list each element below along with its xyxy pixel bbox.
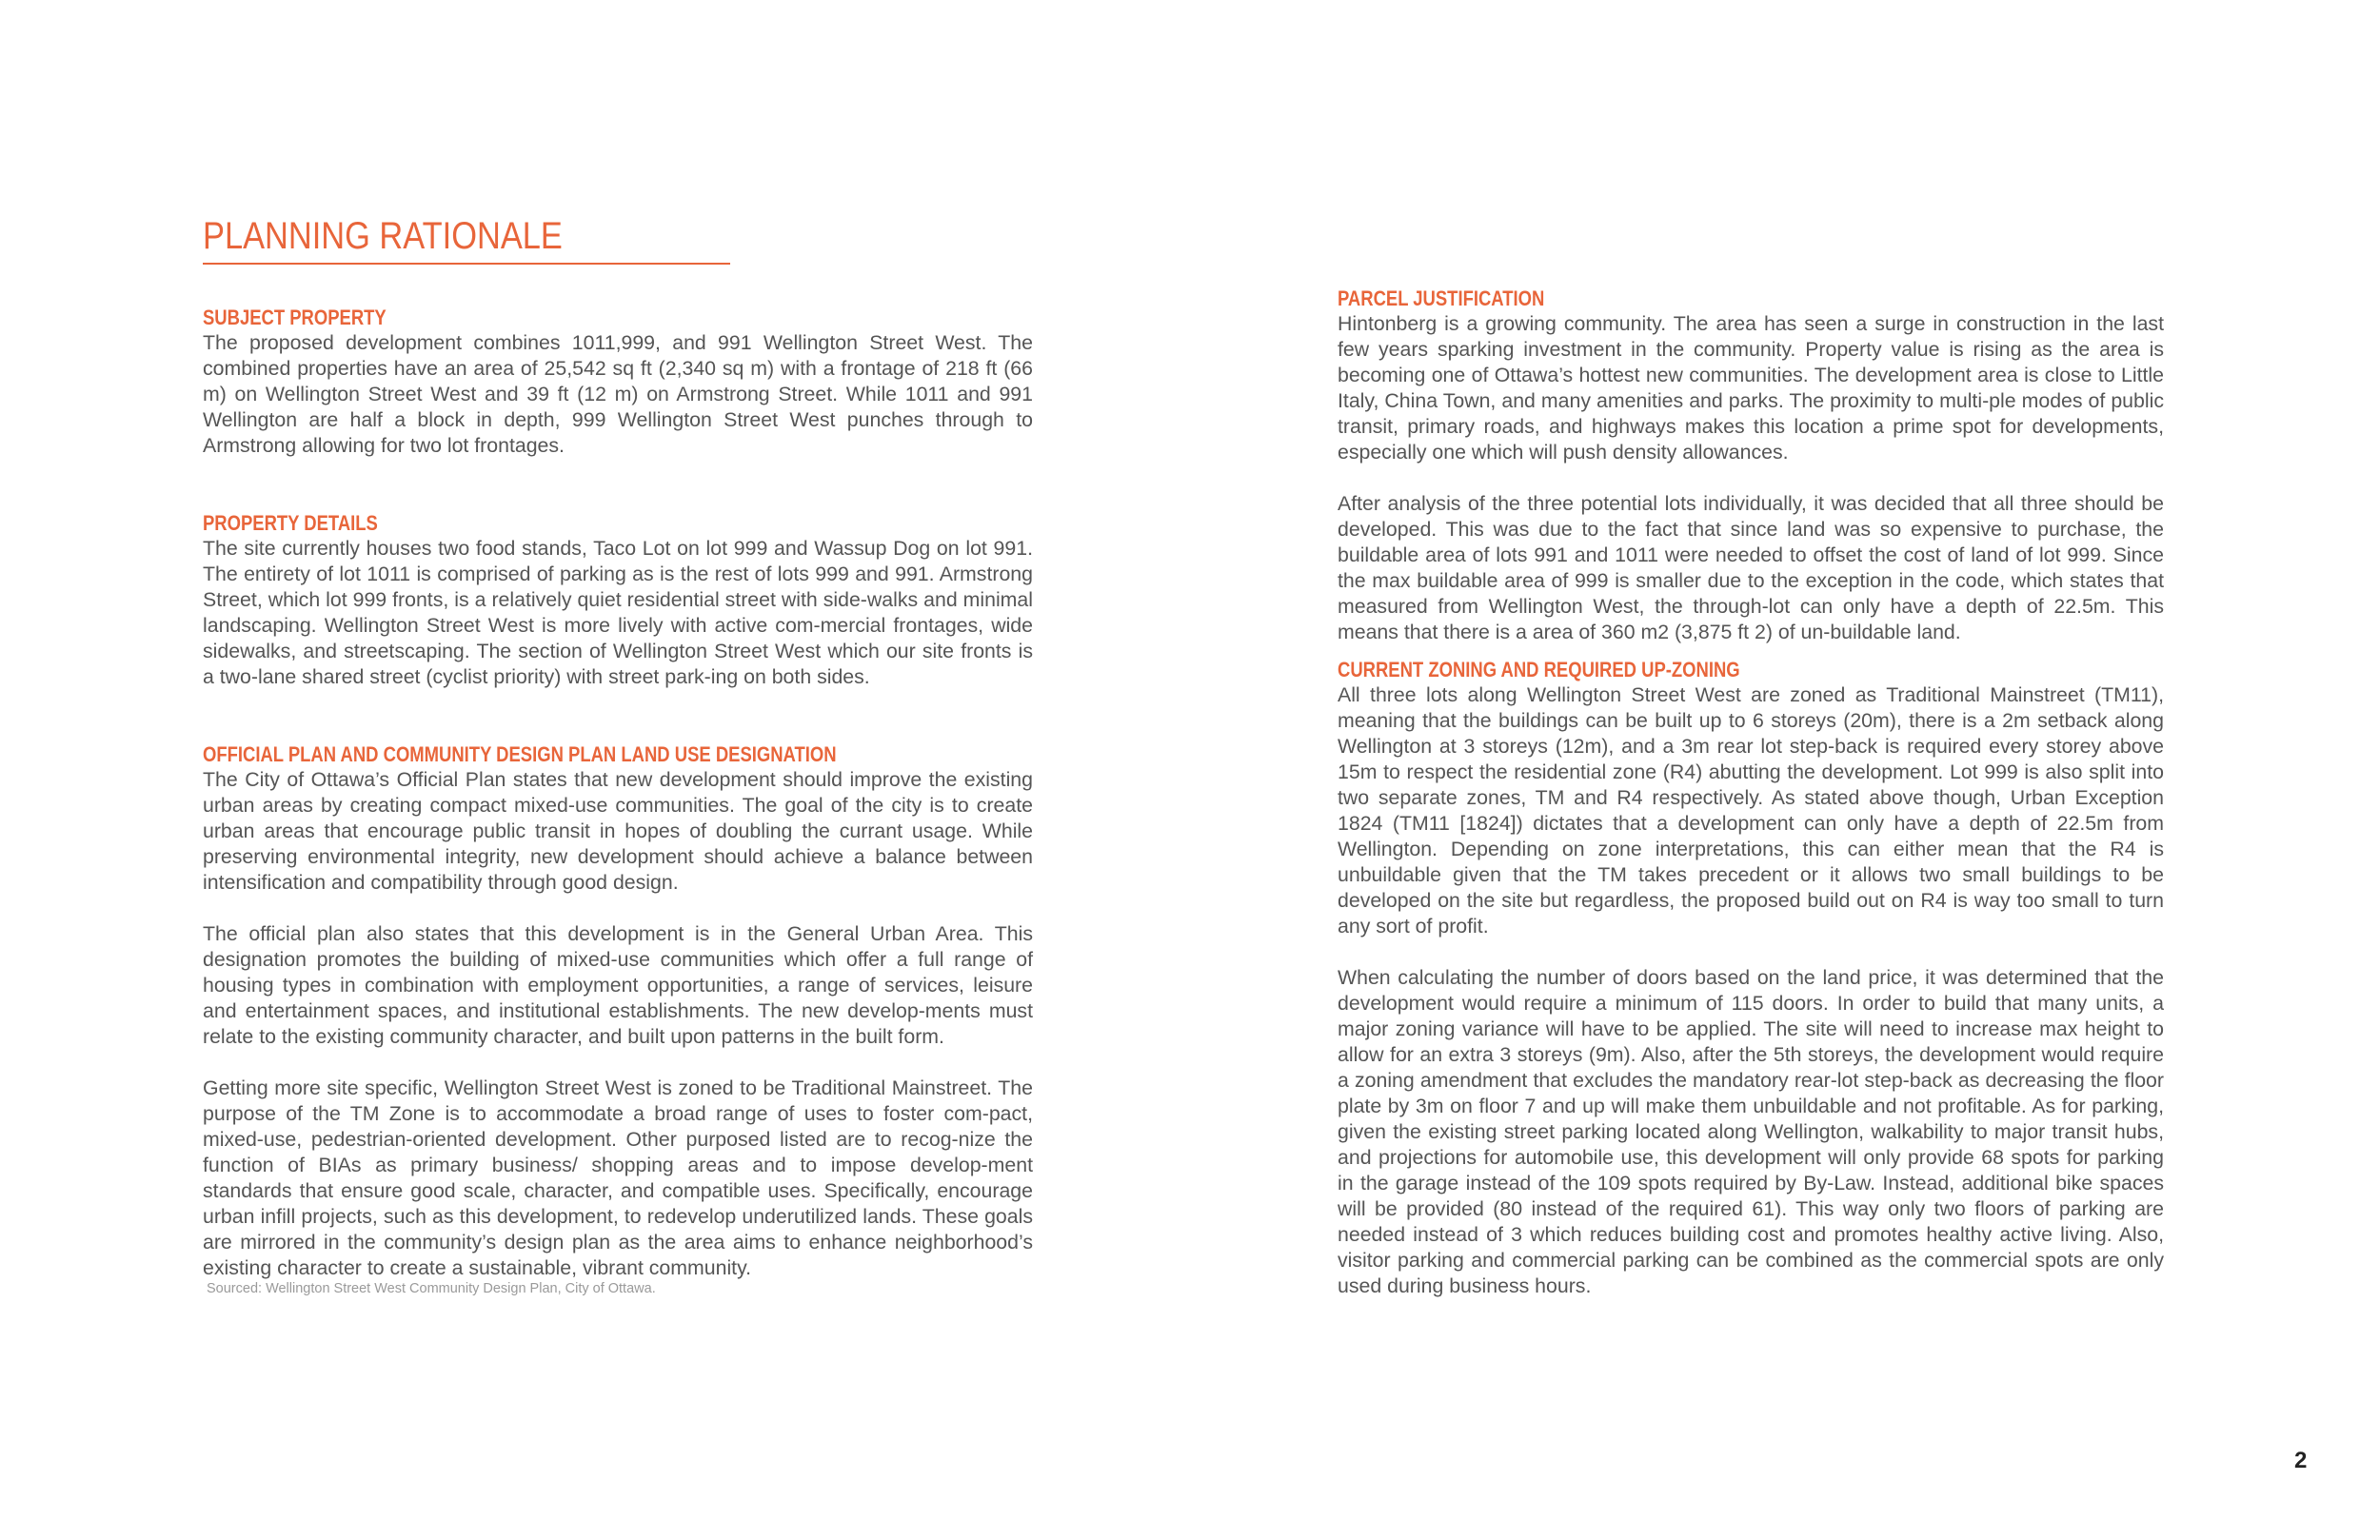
paragraph: Getting more site specific, Wellington Street West is zoned to be Traditional Mainstreet. The purpose of the TM Zone is to accommodate a broad range of uses to foster com-pact, mixed-use, pedestrian-oriented development. Other purposed listed are to recog-nize the function of BIAs as primary business/ shopping areas and to impose develop-ment standards that ensure good scale, character, and compatible uses. Specifically, encourage urban infill projects, such as this development, to redevelop underutilized lands. These goals are mirrored in the community’s design plan as the area aims to enhance neighborhood’s existing character to create a sustainable, vibrant community.: [203, 1076, 1033, 1279]
paragraph: All three lots along Wellington Street West are zoned as Traditional Mainstreet (TM11), meaning that the buildings can be built up to 6 storeys (20m), there is a 2m setback along Wellington at 3 storeys (12m), and a 3m rear lot step-back is required every storey above 15m to respect the residential zone (R4) abutting the development. Lot 999 is also split into two separate zones, TM and R4 respectively. As stated above though, Urban Exception 1824 (TM11 [1824]) dictates that a development can only have a depth of 22.5m from Wellington. Depending on zone interpretations, this can either mean that the R4 is unbuildable given that the TM takes precedent or it allows two small buildings to be developed on the site but regardless, the proposed build out on R4 is way too small to turn any sort of profit.: [1338, 683, 2164, 938]
section-subject-property: [203, 305, 1033, 459]
section-heading: OFFICIAL PLAN AND COMMUNITY DESIGN PLAN LAND USE DESIGNATION: [203, 742, 837, 766]
left-column: [203, 305, 1033, 1296]
paragraph: The City of Ottawa’s Official Plan states that new development should improve the existing urban areas by creating compact mixed-use communities. The goal of the city is to create urban areas that encourage public transit in hopes of doubling the currant usage. While preserving environmental integrity, new development should achieve a balance between intensification and compatibility through good design.: [203, 768, 1033, 894]
spacer: [203, 690, 1033, 741]
paragraph: When calculating the number of doors based on the land price, it was determined that the development would require a minimum of 115 doors. In order to build that many units, a major zoning variance will have to be applied. The site will need to increase max height to allow for an extra 3 storeys (9m). Also, after the 5th storeys, the development would require a zoning amendment that excludes the mandatory rear-lot step-back as decreasing the floor plate by 3m on floor 7 and up will make them unbuildable and not profitable. As for parking, given the existing street parking located along Wellington, walkability to major transit hubs, and projections for automobile use, this development will only provide 68 spots for parking in the garage instead of the 109 spots required by By-Law. Instead, additional bike spaces will be provided (80 instead of the required 61). This way only two floors of parking are needed instead of 3 which reduces building cost and promotes healthy active living. Also, visitor parking and commercial parking can be combined as the commercial spots are only used during business hours.: [1338, 966, 2164, 1297]
paragraph: The official plan also states that this development is in the General Urban Area. This designation promotes the building of mixed-use communities which offer a full range of housing types in combination with employment opportunities, a range of services, leisure and entertainment spaces, and institutional establishments. The new develop-ments must relate to the existing community character, and built upon patterns in the built form.: [203, 922, 1033, 1048]
section-parcel-justification: [1338, 286, 2164, 645]
right-column: [1338, 286, 2164, 1299]
section-heading: PROPERTY DETAILS: [203, 511, 378, 535]
page-title: PLANNING RATIONALE: [203, 215, 563, 257]
spacer: [203, 459, 1033, 510]
section-heading: PARCEL JUSTIFICATION: [1338, 286, 1545, 310]
section-property-details: [203, 510, 1033, 690]
paragraph: Hintonberg is a growing community. The area has seen a surge in construction in the last few years sparking investment in the community. Property value is rising as the area is becoming one of Ottawa’s hottest new communities. The development area is close to Little Italy, China Town, and many amenities and parks. The proximity to multi-ple modes of public transit, primary roads, and highways makes this location a prime spot for developments, especially one which will push density allowances.: [1338, 312, 2164, 464]
section-heading: SUBJECT PROPERTY: [203, 306, 387, 329]
title-underline: [203, 263, 730, 265]
paragraph: The site currently houses two food stands, Taco Lot on lot 999 and Wassup Dog on lot 991. The entirety of lot 1011 is comprised of parking as is the rest of lots 999 and 991. Armstrong Street, which lot 999 fronts, is a relatively quiet residential street with side-walks and minimal landscaping. Wellington Street West is more lively with active com-mercial frontages, wide sidewalks, and streetscaping. The section of Wellington Street West which our site fronts is a two-lane shared street (cyclist priority) with street park-ing on both sides.: [203, 537, 1033, 688]
section-official-plan: [203, 741, 1033, 1296]
section-current-zoning: [1338, 657, 2164, 1299]
spacer: [1338, 645, 2164, 657]
source-note: Sourced: Wellington Street West Community Design Plan, City of Ottawa.: [207, 1281, 656, 1296]
page-number: 2: [2294, 1448, 2308, 1473]
paragraph: After analysis of the three potential lots individually, it was decided that all three should be developed. This was due to the fact that since land was so expensive to purchase, the buildable area of lots 991 and 1011 were needed to offset the cost of land of lot 999. Since the max buildable area of 999 is smaller due to the exception in the code, which states that measured from Wellington West, the through-lot can only have a depth of 22.5m. This means that there is a area of 360 m2 (3,875 ft 2) of un-buildable land.: [1338, 492, 2164, 643]
section-heading: CURRENT ZONING AND REQUIRED UP-ZONING: [1338, 658, 1740, 681]
paragraph: The proposed development combines 1011,999, and 991 Wellington Street West. The combined properties have an area of 25,542 sq ft (2,340 sq m) with a frontage of 218 ft (66 m) on Wellington Street West and 39 ft (12 m) on Armstrong Street. While 1011 and 991 Wellington are half a block in depth, 999 Wellington Street West punches through to Armstrong allowing for two lot frontages.: [203, 331, 1033, 457]
